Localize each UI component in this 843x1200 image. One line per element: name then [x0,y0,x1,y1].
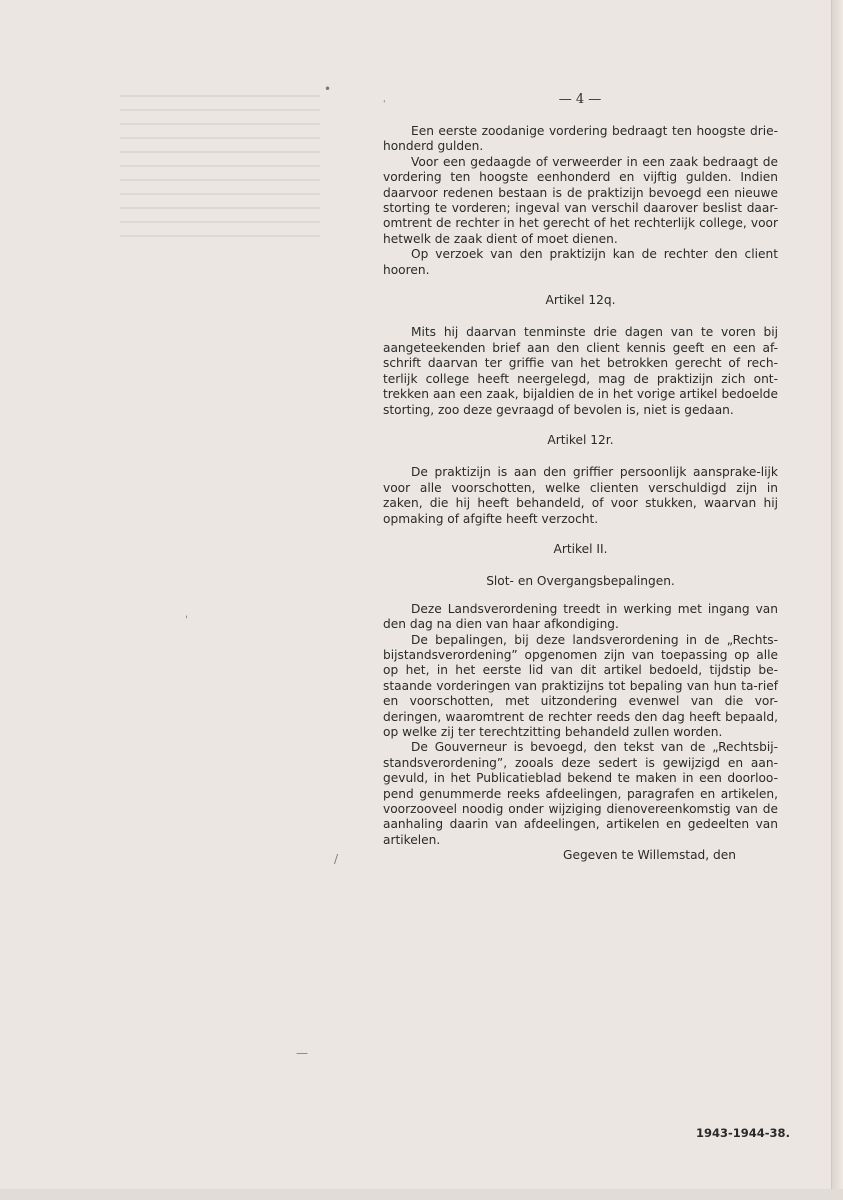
paragraph: Op verzoek van den praktizijn kan de rechter den client hooren. [383,247,778,277]
signoff: Gegeven te Willemstad, den [563,848,736,863]
stray-mark-4: — [296,1046,308,1060]
document-code: 1943-1944-38. [696,1126,790,1140]
section-heading-slot: Slot- en Overgangsbepalingen. [486,574,675,589]
stray-mark-top: • [324,82,332,96]
article-heading-12q: Artikel 12q. [545,293,616,308]
page-number: — 4 — [558,92,602,107]
paragraph: Mits hij daarvan tenminste drie dagen van te voren bij aangeteekenden brief aan den client kennis geeft en een af-schrift daarvan ter griffie van het betrokken gerecht of rech-terlijk college heeft neergelegd, mag de praktizijn zich ont-trekken aan een zaak, bijaldien de in het vorige artikel bedoelde storting, zoo deze gevraagd of bevolen is, niet is gedaan. [383,325,778,417]
document-body [383,124,778,864]
scan-right-edge [831,0,843,1200]
paragraph: De bepalingen, bij deze landsverordening in de „Rechts-bijstandsverordening” opgenomen zijn van toepassing op alle op het, in het eerste lid van dit artikel bedoeld, tijdstip be-staande vorderingen van praktizijns tot bepaling van hun ta-rief en voorschotten, met uitzondering evenwel van die vor-deringen, waaromtrent de rechter reeds den dag heeft bepaald, op welke zij ter terechtzitting behandeld zullen worden. [383,632,778,739]
article-heading-12r: Artikel 12r. [547,432,614,447]
paragraph: Voor een gedaagde of verweerder in een zaak bedraagt de vordering ten hoogste eenhonderd en vijftig gulden. Indien daarvoor redenen bestaan is de praktizijn bevoegd een nieuwe storting te vorderen; ingeval van verschil daarover beslist daar-omtrent de rechter in het gerecht of het rechterlijk college, voor hetwelk de zaak dient of moet dienen. [383,154,778,246]
paragraph: De praktizijn is aan den griffier persoonlijk aansprake-lijk voor alle voorschotten, welke clienten verschuldigd zijn in zaken, die hij heeft behandeld, of voor stukken, waarvan hij opmaking of afgifte heeft verzocht. [383,465,778,526]
paragraph: Een eerste zoodanige vordering bedraagt ten hoogste drie-honderd gulden. [383,124,778,154]
stray-mark-1: ' [383,100,386,110]
bleed-through-left [120,95,320,245]
article-heading-II: Artikel II. [553,541,608,556]
paragraph: De Gouverneur is bevoegd, den tekst van de „Rechtsbij-standsverordening”, zooals deze sedert is gewijzigd en aan-gevuld, in het Publicatieblad bekend te maken in een doorloo-pend genummerde reeks afdeelingen, paragrafen en artikelen, voorzooveel noodig onder wijziging dienovereenkomstig van de aanhaling daarin van afdeelingen, artikelen en gedeelten van artikelen. [383,740,778,847]
stray-mark-2: ' [185,615,188,626]
paragraph: Deze Landsverordening treedt in werking met ingang van den dag na dien van haar afkondiging. [383,601,778,632]
stray-mark-3: / [334,852,339,866]
scan-bottom-edge [0,1189,843,1200]
